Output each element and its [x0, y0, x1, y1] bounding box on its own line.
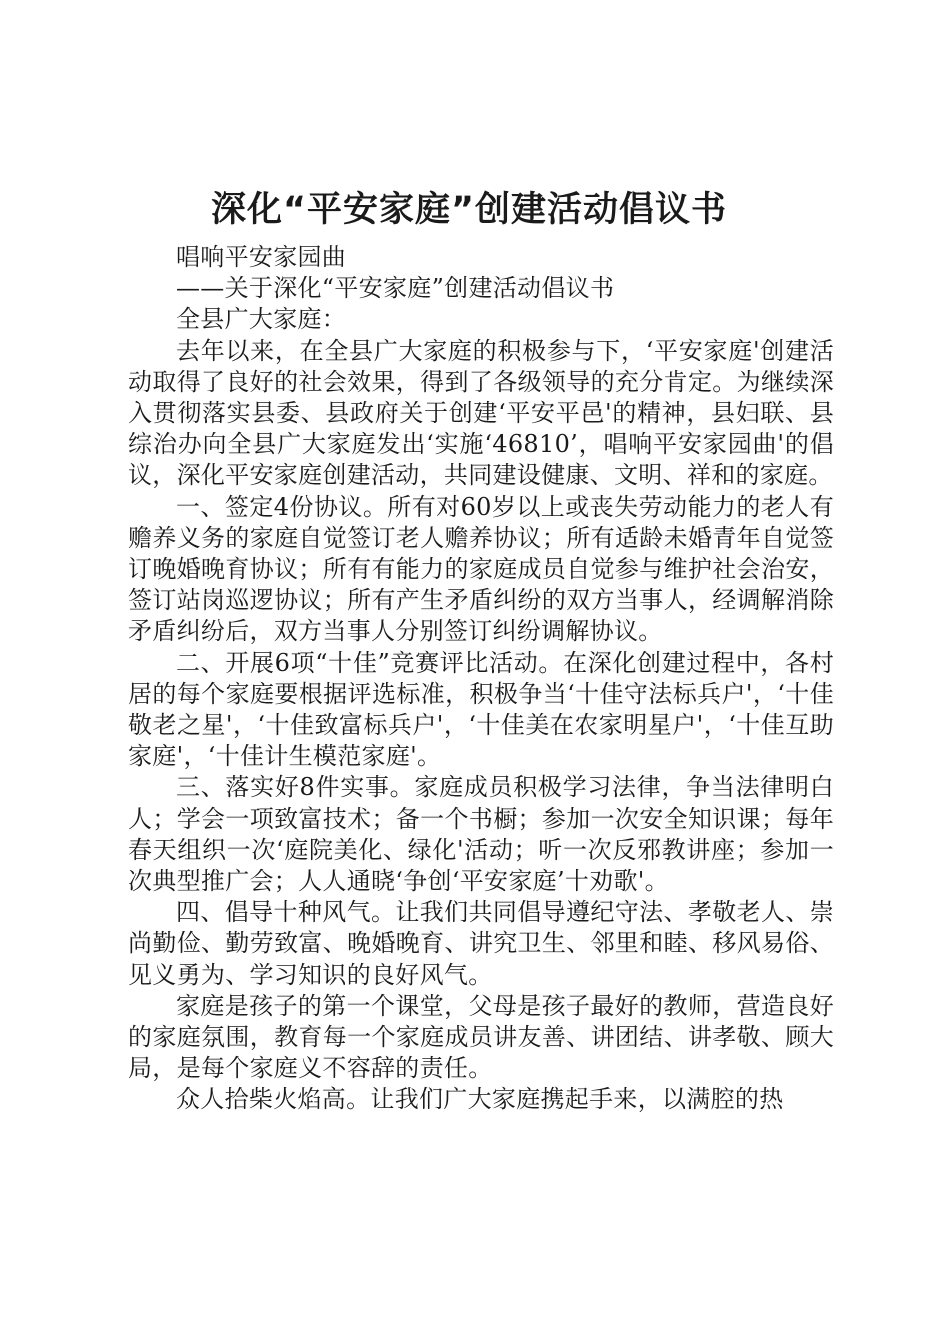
- subtitle-sub: ——关于深化“平安家庭”创建活动倡议书: [176, 274, 615, 303]
- document-title: 深化“平安家庭”创建活动倡议书: [210, 190, 727, 230]
- paragraph-intro: 去年以来，在全县广大家庭的积极参与下，‘平安家庭'创建活动取得了良好的社会效果，得到了各级领导的充分肯定。为继续深入贯彻落实县委、县政府关于创建‘平安平邑'的精神，县妇联、县综治办向全县广大家庭发出‘实施‘46810’，唱响平安家园曲'的倡议，深化平安家庭创建活动，共同建设健康、文明、祥和的家庭。: [128, 336, 834, 490]
- paragraph-agreements: 一、签定4份协议。所有对60岁以上或丧失劳动能力的老人有赡养义务的家庭自觉签订老人赡养协议；所有适龄未婚青年自觉签订晚婚晚育协议；所有有能力的家庭成员自觉参与维护社会治安，签订站岗巡逻协议；所有产生矛盾纠纷的双方当事人，经调解消除矛盾纠纷后，双方当事人分别签订纠纷调解协议。: [128, 492, 834, 646]
- subtitle-main: 唱响平安家园曲: [176, 243, 347, 271]
- document-page: [128, 184, 834, 1116]
- paragraph-closing: 众人拾柴火焰高。让我们广大家庭携起手来，以满腔的热: [176, 1085, 784, 1114]
- paragraph-practical-matters: 三、落实好8件实事。家庭成员积极学习法律，争当法律明白人；学会一项致富技术；备一个书橱；参加一次安全知识课；每年春天组织一次‘庭院美化、绿化'活动；听一次反邪教讲座；参加一次典型推广会；人人通晓‘争创‘平安家庭’十劝歌'。: [128, 773, 834, 896]
- salutation: 全县广大家庭：: [176, 305, 347, 334]
- paragraph-customs: 四、倡导十种风气。让我们共同倡导遵纪守法、孝敬老人、崇尚勤俭、勤劳致富、晚婚晚育、讲究卫生、邻里和睦、移风易俗、见义勇为、学习知识的良好风气。: [128, 898, 834, 989]
- paragraph-competitions: 二、开展6项“十佳”竞赛评比活动。在深化创建过程中，各村居的每个家庭要根据评选标准，积极争当‘十佳守法标兵户'，‘十佳敬老之星'，‘十佳致富标兵户'，‘十佳美在农家明星户'，‘十佳互助家庭'，‘十佳计生模范家庭'。: [128, 648, 834, 771]
- paragraph-family-classroom: 家庭是孩子的第一个课堂，父母是孩子最好的教师，营造良好的家庭氛围，教育每一个家庭成员讲友善、讲团结、讲孝敬、顾大局，是每个家庭义不容辞的责任。: [128, 991, 834, 1083]
